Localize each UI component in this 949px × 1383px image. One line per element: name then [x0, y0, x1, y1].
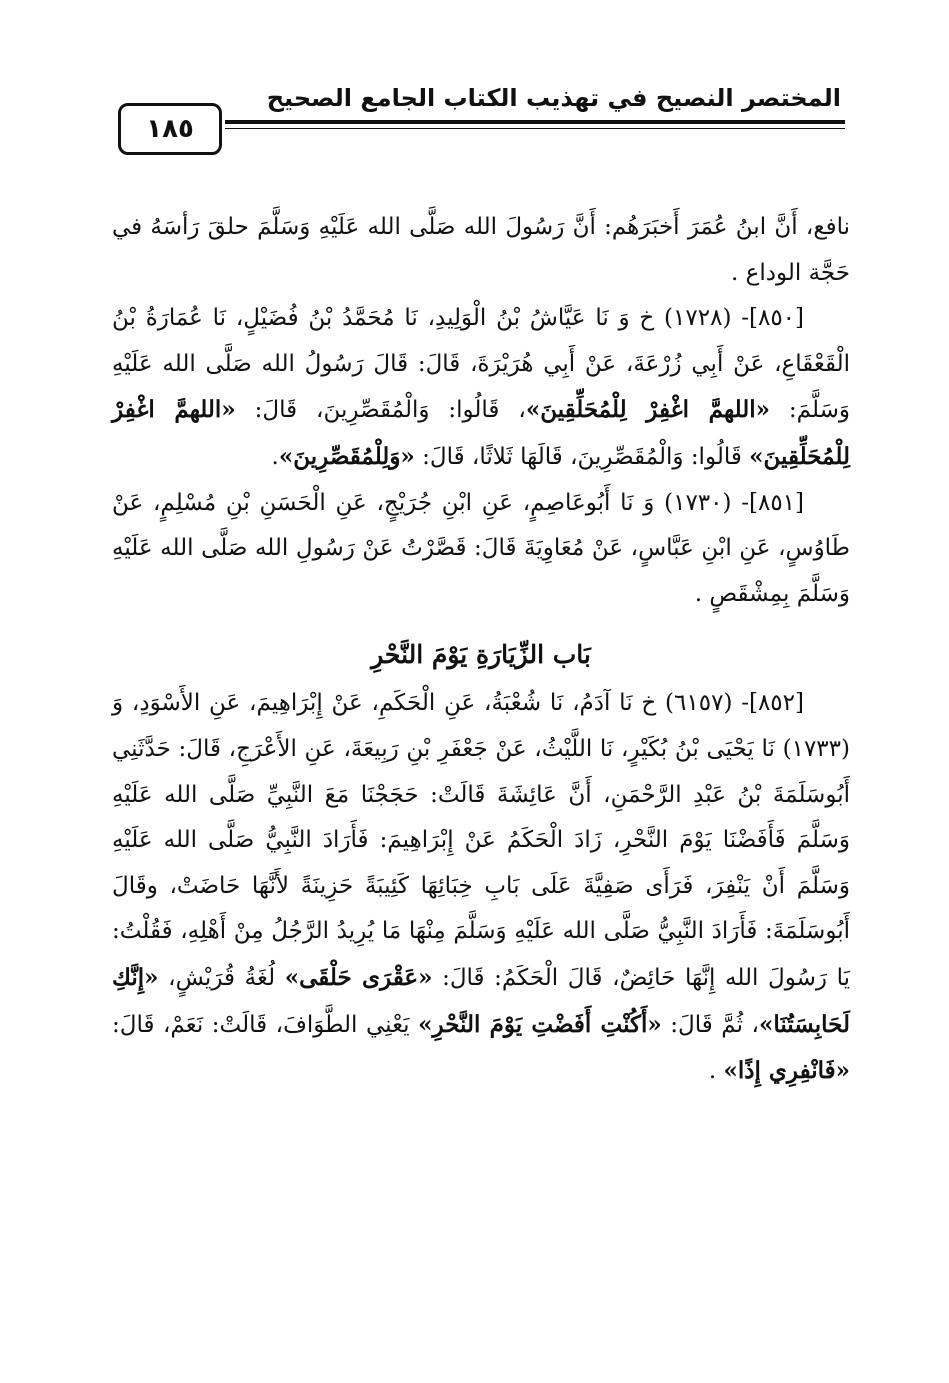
- hadith-text: .: [708, 1058, 724, 1085]
- hadith-text: .: [271, 443, 279, 470]
- prophetic-quote: «عَقْرَى حَلْقَى»: [284, 963, 433, 991]
- continuation-paragraph: نافع، أَنَّ ابنُ عُمَرَ أَخبَرَهُم: أَنَّ رَسُولَ الله صَلَّى الله عَلَيْهِ وَسَلَّمَ حلقَ رَأسَهُ في حَجَّة الوداع .: [112, 214, 850, 286]
- hadith-852: [112, 681, 850, 1094]
- hadith-text: ، ثُمَّ قَالَ:: [661, 1011, 759, 1038]
- page-number: ١٨٥: [118, 103, 222, 155]
- header-rule-thick: [225, 120, 845, 124]
- hadith-text: خ نَا آدَمُ، نَا شُعْبَةُ، عَنِ الْحَكَمِ، عَنْ إِبْرَاهِيمَ، عَنِ الأَسْوَدِ، وَ (١٧٣٣) نَا يَحْيَى بْنُ بُكَيْرٍ، نَا اللَّيْثُ، عَنْ جَعْفَرِ بْنِ رَبِيعَةَ، عَنِ الأَعْرَجِ، قَالَ: حَدَّثَنِي أَبُوسَلَمَةَ بْنُ عَبْدِ الرَّحْمَنِ، أَنَّ عَائِشَةَ قَالَتْ: حَجَجْنَا مَعَ النَّبِيِّ صَلَّى الله عَلَيْهِ وَسَلَّمَ فَأَفَضْنَا يَوْمَ النَّحْرِ، زَادَ الْحَكَمُ عَنْ إِبْرَاهِيمَ: فَأَرَادَ النَّبِيُّ صَلَّى الله عَلَيْهِ وَسَلَّمَ أَنْ يَنْفِرَ، فَرَأَى صَفِيَّةَ عَلَى بَابِ خِبَائِهَا كَئِيبَةً حَزِينَةً لأَنَّهَا حَاضَتْ، وقَالَ أَبُوسَلَمَةَ: فَأَرَادَ النَّبِيُّ صَلَّى الله عَلَيْهِ وَسَلَّمَ مِنْهَا مَا يُرِيدُ الرَّجُلُ مِنْ أَهْلِهِ، فَقُلْتُ: يَا رَسُولَ الله إِنَّهَا حَائِضٌ، قَالَ الْحَكَمُ: قَالَ:: [112, 690, 850, 991]
- prophetic-quote: «إِنَّكِ لَحَابِسَتُنَا»: [112, 963, 850, 1038]
- prophetic-quote: «اللهمَّ اغْفِرْ لِلْمُحَلِّقِينَ»: [525, 396, 770, 424]
- chapter-heading: بَاب الزِّيَارَةِ يَوْمَ النَّحْرِ: [371, 640, 591, 670]
- hadith-number: [٨٥٢]- (٦١٥٧): [665, 690, 804, 717]
- hadith-text: يَعْنِي الطَّوَافَ، قَالَتْ: نَعَمْ، قَالَ:: [112, 1011, 419, 1038]
- hadith-text: وَ نَا أَبُوعَاصِمٍ، عَنِ ابْنِ جُرَيْجٍ، عَنِ الْحَسَنِ بْنِ مُسْلِمٍ، عَنْ طَاوُسٍ، عَنِ ابْنِ عَبَّاسٍ، عَنْ مُعَاوِيَةَ قَالَ: قَصَّرْتُ عَنْ رَسُولِ الله صَلَّى الله عَلَيْهِ وَسَلَّمَ بِمِشْقَصٍ .: [112, 489, 850, 607]
- header-rule-thin: [225, 128, 845, 129]
- hadith-number: [٨٥٠]- (١٧٢٨): [664, 305, 805, 332]
- prophetic-quote: «اللهمَّ اغْفِرْ لِلْمُحَلِّقِينَ»: [112, 396, 850, 470]
- page-header: [0, 0, 949, 170]
- running-title: المختصر النصيح في تهذيب الكتاب الجامع الصحيح: [266, 84, 841, 112]
- hadith-number: [٨٥١]- (١٧٣٠): [664, 489, 805, 516]
- hadith-text: ، قَالُوا: وَالْمُقَصِّرِينَ، قَالَ:: [235, 397, 526, 424]
- page-body: [112, 205, 850, 1095]
- hadith-text: لُغَةُ قُرَيْشٍ،: [158, 964, 285, 991]
- prophetic-quote: «وَلِلْمُقَصِّرِينَ»: [278, 442, 415, 470]
- hadith-text: خ وَ نَا عَيَّاشُ بْنُ الْوَلِيدِ، نَا مُحَمَّدُ بْنُ فُضَيْلٍ، نَا عُمَارَةُ بْنُ الْقَعْقَاعِ، عَنْ أَبِي زُرْعَةَ، عَنْ أَبِي هُرَيْرَةَ، قَالَ: قَالَ رَسُولُ الله صَلَّى الله عَلَيْهِ وَسَلَّمَ:: [112, 305, 850, 424]
- hadith-850: [112, 296, 850, 480]
- prophetic-quote: «أَكُنْتِ أَفَضْتِ يَوْمَ النَّحْرِ»: [418, 1010, 662, 1038]
- prophetic-quote: «فَانْفِرِي إِذًا»: [723, 1057, 850, 1085]
- hadith-851: [112, 481, 850, 618]
- hadith-text: قَالُوا: وَالْمُقَصِّرِينَ، قَالَهَا ثَلاثًا، قَالَ:: [414, 443, 750, 470]
